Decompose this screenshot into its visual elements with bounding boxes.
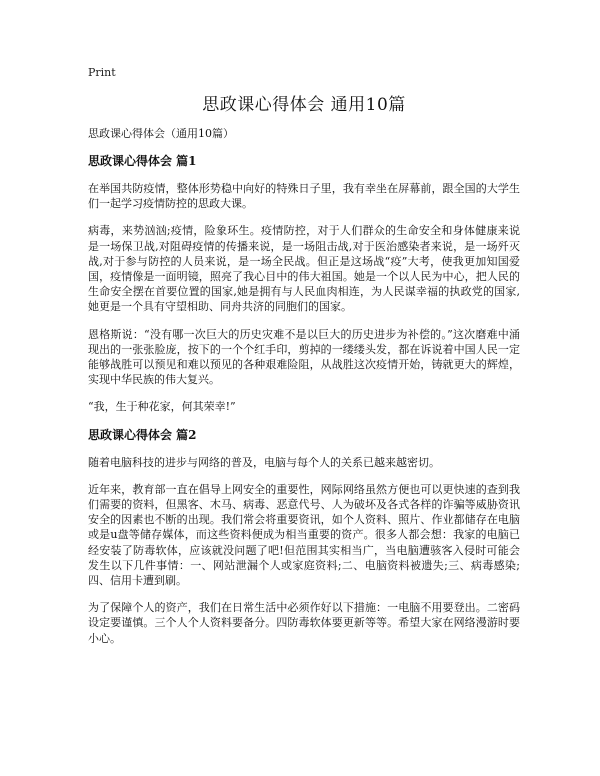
section-heading: 思政课心得体会 篇1 [88,154,197,168]
section-2 [88,427,520,646]
paragraph: 为了保障个人的资产，我们在日常生活中必须作好以下措施：一电脑不用要登出。二密码设定要谨慎。三个人个人资料要备分。四防毒软体要更新等等。希望大家在网络漫游时要小心。 [88,601,520,645]
document-page [88,66,520,658]
print-link[interactable]: Print [88,66,116,79]
paragraph: “我，生于种花家，何其荣幸!” [88,400,236,414]
document-subtitle: 思政课心得体会（通用10篇） [88,127,234,140]
section-heading: 思政课心得体会 篇2 [88,427,197,442]
paragraph: 随着电脑科技的进步与网络的普及，电脑与每个人的关系已越来越密切。 [88,455,440,469]
section-1 [88,153,520,415]
paragraph: 在举国共防疫情，整体形势稳中向好的特殊日子里，我有幸坐在屏幕前，跟全国的大学生们一起学习疫情防控的思政大课。 [88,182,520,211]
document-title: 思政课心得体会 通用10篇 [202,95,406,115]
paragraph: 恩格斯说：“没有哪一次巨大的历史灾难不是以巨大的历史进步为补偿的。”这次磨难中涌现出的一张张脸庞，按下的一个个红手印，剪掉的一缕缕头发，都在诉说着中国人民一定能够战胜可以预见和难以预见的各种艰难险阻，从战胜这次疫情开始，铸就更大的辉煌，实现中华民族的伟大复兴。 [88,327,520,387]
paragraph: 病毒，来势汹汹;疫情，险象环生。疫情防控，对于人们群众的生命安全和身体健康来说是一场保卫战,对阻碍疫情的传播来说，是一场阻击战,对于医治感染者来说，是一场歼灭战,对于参与防控的人员来说，是一场全民战。但正是这场战“疫”大考，使我更加知国爱国，疫情像是一面明镜，照亮了我心目中的伟大祖国。她是一个以人民为中心，把人民的生命安全摆在首要位置的国家,她是拥有与人民血肉相连，为人民谋幸福的执政党的国家,她更是一个具有守望相助、同舟共济的同胞们的国家。 [88,224,521,314]
paragraph: 近年来，教育部一直在倡导上网安全的重要性，网际网络虽然方便也可以更快速的查到我们需要的资料，但黑客、木马、病毒、恶意代号、人为破坏及各式各样的诈骗等威胁资讯安全的因素也不断的出现。我们常会将重要资讯，如个人资料、照片、作业都储存在电脑或是u盘等储存媒体，而这些资料便成为相当重要的资产。很多人都会想：我家的电脑已经安装了防毒软体，应该就没问题了吧!但范围其实相当广，当电脑遭骇客入侵时可能会发生以下几件事情：一、网站泄漏个人或家庭资料;二、电脑资料被遗失;三、病毒感染;四、信用卡遭到刷。 [88,482,520,588]
